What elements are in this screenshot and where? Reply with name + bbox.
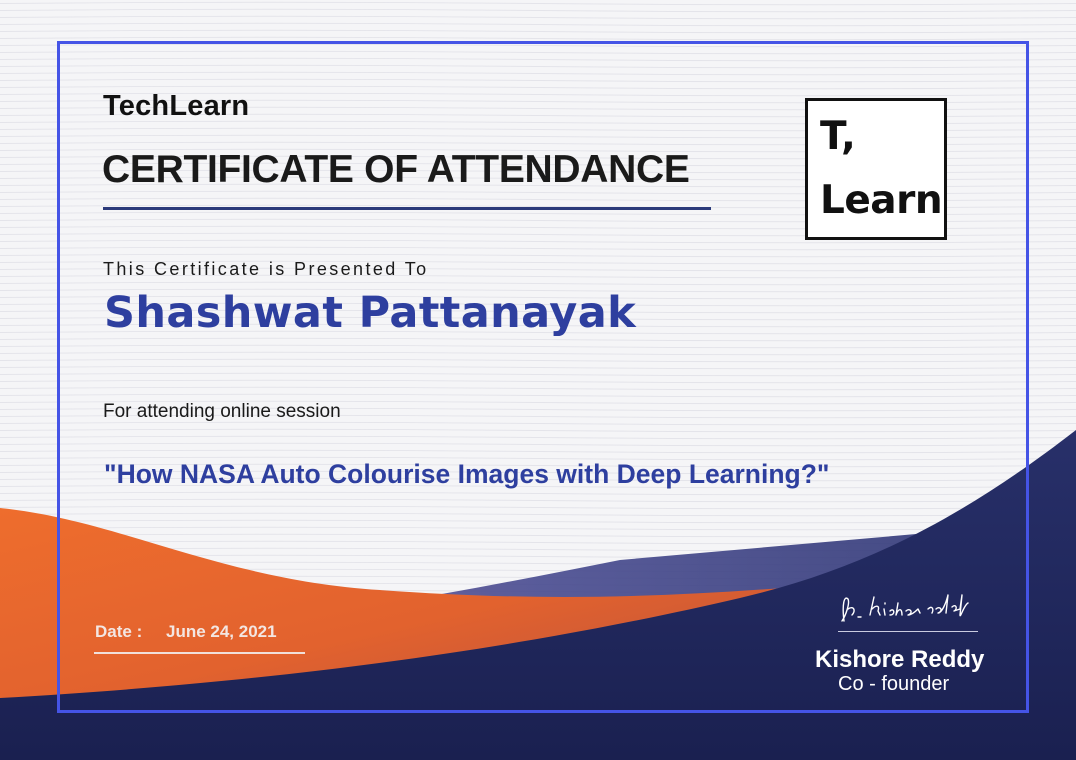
logo-line-2: Learn (820, 178, 943, 223)
recipient-name: Shashwat Pattanayak (104, 288, 637, 338)
signature-line (838, 631, 978, 632)
signatory-role: Co - founder (838, 673, 950, 695)
date-label: Date : (95, 622, 143, 641)
presented-to-label: This Certificate is Presented To (103, 259, 429, 279)
date-underline (94, 652, 305, 654)
logo-line-1: T, (820, 114, 856, 159)
certificate-title: CERTIFICATE OF ATTENDANCE (102, 148, 690, 191)
title-underline (103, 207, 711, 210)
session-title: "How NASA Auto Colourise Images with Deep Learning?" (104, 459, 830, 489)
brand-name: TechLearn (103, 90, 250, 122)
signatory-name: Kishore Reddy (815, 646, 985, 673)
signature-image (836, 575, 976, 629)
attending-text: For attending online session (103, 401, 341, 422)
date-value: June 24, 2021 (166, 622, 277, 641)
techlearn-logo (805, 98, 947, 240)
